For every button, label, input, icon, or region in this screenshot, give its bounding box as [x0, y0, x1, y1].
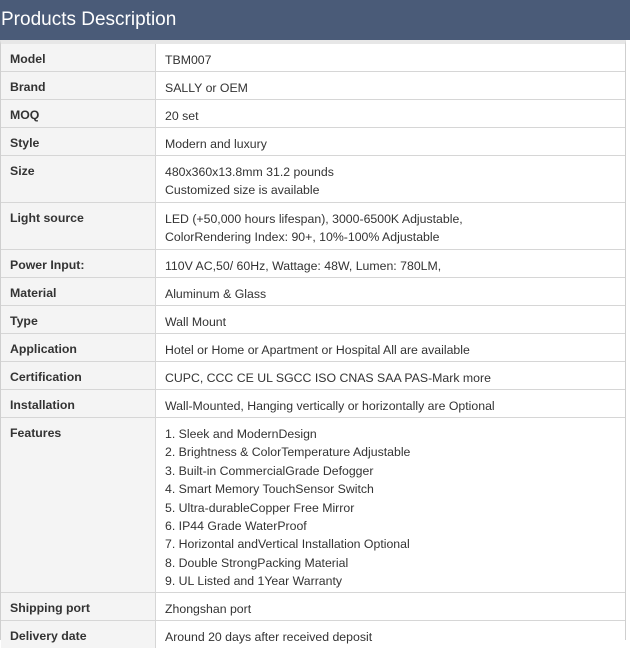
row-label-text: Light source — [10, 211, 84, 225]
row-value — [156, 593, 625, 620]
row-value — [156, 203, 625, 249]
row-label — [1, 44, 156, 71]
row-label-text: Brand — [10, 80, 46, 94]
row-value — [156, 250, 625, 277]
row-value — [156, 72, 625, 99]
row-value-line: 9. UL Listed and 1Year Warranty — [165, 574, 343, 589]
row-label — [1, 362, 156, 389]
row-label — [1, 72, 156, 99]
row-label-text: Features — [10, 426, 62, 440]
row-label-text: Installation — [10, 398, 75, 412]
row-value-line: 2. Brightness & ColorTemperature Adjustable — [165, 445, 411, 460]
row-label — [1, 278, 156, 305]
row-value — [156, 128, 625, 155]
section-header — [0, 0, 630, 40]
row-label-text: Delivery date — [10, 629, 87, 643]
row-value-line: ColorRendering Index: 90+, 10%-100% Adjustable — [165, 230, 440, 245]
row-value — [156, 100, 625, 127]
row-value — [156, 306, 625, 333]
row-value — [156, 390, 625, 417]
row-label-text: Model — [10, 52, 46, 66]
section-title: Products Description — [1, 9, 177, 30]
table-row — [1, 100, 625, 128]
table-row — [1, 334, 625, 362]
row-value-line: CUPC, CCC CE UL SGCC ISO CNAS SAA PAS-Mark more — [165, 371, 491, 385]
row-label-text: Power Input: — [10, 258, 85, 272]
row-value-line: SALLY or OEM — [165, 81, 248, 95]
row-label — [1, 203, 156, 249]
row-value — [156, 44, 625, 71]
row-value-line: Wall Mount — [165, 315, 227, 329]
row-value — [156, 621, 625, 648]
table-row — [1, 621, 625, 648]
row-label-text: Type — [10, 314, 38, 328]
row-value-line: Zhongshan port — [165, 602, 252, 616]
row-label — [1, 306, 156, 333]
row-label — [1, 128, 156, 155]
table-row — [1, 44, 625, 72]
row-label-text: MOQ — [10, 108, 40, 122]
table-row — [1, 278, 625, 306]
row-label-text: Shipping port — [10, 601, 90, 615]
row-value-line: 8. Double StrongPacking Material — [165, 555, 349, 570]
table-row — [1, 72, 625, 100]
product-spec-table — [0, 40, 626, 644]
row-value-line: TBM007 — [165, 53, 212, 67]
row-value-line: Aluminum & Glass — [165, 287, 267, 301]
table-row — [1, 203, 625, 250]
row-label — [1, 621, 156, 648]
row-value-line: Hotel or Home or Apartment or Hospital All are available — [165, 343, 470, 357]
row-label-text: Certification — [10, 370, 82, 384]
row-value-line: 4. Smart Memory TouchSensor Switch — [165, 482, 374, 497]
row-value-line: Wall-Mounted, Hanging vertically or horizontally are Optional — [165, 399, 495, 413]
table-row — [1, 418, 625, 593]
row-value-line: 1. Sleek and ModernDesign — [165, 427, 317, 441]
table-row — [1, 390, 625, 418]
row-value-line: 20 set — [165, 109, 199, 123]
table-row — [1, 250, 625, 278]
row-value — [156, 278, 625, 305]
row-label-text: Application — [10, 342, 77, 356]
row-value-line: 6. IP44 Grade WaterProof — [165, 519, 307, 534]
row-value — [156, 362, 625, 389]
table-row — [1, 362, 625, 390]
row-label-text: Style — [10, 136, 40, 150]
table-row — [1, 156, 625, 203]
row-value-line: Customized size is available — [165, 183, 320, 198]
table-row — [1, 128, 625, 156]
row-label — [1, 156, 156, 202]
table-row — [1, 593, 625, 621]
row-label — [1, 334, 156, 361]
row-label-text: Size — [10, 164, 35, 178]
row-value — [156, 418, 625, 592]
row-value-line: Around 20 days after received deposit — [165, 630, 373, 644]
row-value-line: Modern and luxury — [165, 137, 267, 151]
row-label — [1, 390, 156, 417]
row-label — [1, 250, 156, 277]
row-value-line: 7. Horizontal andVertical Installation Optional — [165, 537, 410, 552]
row-label-text: Material — [10, 286, 57, 300]
row-value-line: 5. Ultra-durableCopper Free Mirror — [165, 500, 355, 515]
row-label — [1, 593, 156, 620]
row-value — [156, 334, 625, 361]
row-value-line: 110V AC,50/ 60Hz, Wattage: 48W, Lumen: 780LM, — [165, 259, 442, 273]
row-label — [1, 100, 156, 127]
row-value-line: 480x360x13.8mm 31.2 pounds — [165, 165, 334, 179]
row-label — [1, 418, 156, 592]
row-value-line: LED (+50,000 hours lifespan), 3000-6500K Adjustable, — [165, 212, 463, 226]
table-row — [1, 306, 625, 334]
row-value-line: 3. Built-in CommercialGrade Defogger — [165, 463, 374, 478]
row-value — [156, 156, 625, 202]
